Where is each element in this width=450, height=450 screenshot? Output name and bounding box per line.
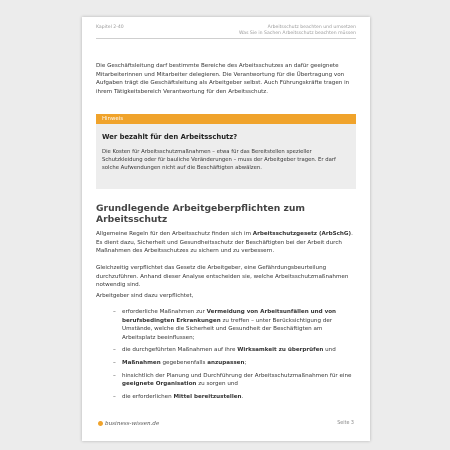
list-item-bold: Vermeidung von Arbeitsunfällen und von berufsbedingten Erkrankungen	[122, 309, 337, 324]
list-item-text: zu sorgen und	[196, 381, 238, 388]
list-dash: –	[113, 347, 116, 354]
list-dash: –	[113, 309, 116, 315]
note-title: Wer bezahlt für den Arbeitsschutz?	[102, 133, 238, 141]
header-title-line1: Arbeitsschutz beachten und umsetzen	[267, 25, 356, 30]
list-item	[113, 372, 356, 389]
paragraph-gefaehrdung: Gleichzeitig verpflichtet das Gesetz die Arbeitgeber, eine Gefährdungsbeurteilung durchzuführen. Anhand dieser Analyse entscheiden sie, welche Arbeitsschutzmaßnahmen notwendig sind.	[96, 265, 349, 289]
logo-dot-icon	[98, 421, 103, 426]
list-item-text: die erforderlichen	[122, 393, 174, 400]
paragraph-arbschg-text2: . Es dient dazu, Sicherheit und Gesundheitsschutz der Beschäftigten bei der Arbeit durch Maßnahmen des Arbeitsschutzes zu sichern und zu verbessern.	[96, 231, 353, 255]
list-item-bold: anzupassen	[207, 359, 245, 366]
note-label: Hinweis	[96, 114, 356, 124]
list-item-text: und	[323, 347, 336, 354]
list-dash: –	[113, 393, 116, 400]
list-item-text: gegebenenfalls	[160, 359, 208, 366]
list-item-bold: Maßnahmen	[122, 359, 161, 366]
note-box	[96, 114, 356, 189]
footer-logo-text: business-wissen.de	[105, 421, 160, 427]
list-dash: –	[113, 372, 116, 379]
paragraph-arbschg	[96, 230, 356, 256]
list-item-text: ;	[244, 359, 247, 366]
list-item-bold: geeignete Organisation	[122, 381, 197, 388]
list-item-text: .	[241, 393, 244, 400]
list-item	[113, 393, 356, 402]
document-page	[82, 17, 370, 441]
list-item-bold: Wirksamkeit zu überprüfen	[237, 347, 324, 354]
list-item-text: zu treffen – unter Berücksichtigung der Umstände, welche die Sicherheit und Gesundheit der Beschäftigten am Arbeitsplatz beeinflussen;	[122, 317, 333, 341]
footer-logo[interactable]	[98, 421, 159, 427]
page-number: Seite 3	[337, 421, 354, 426]
list-item-text: erforderliche Maßnahmen zur	[122, 309, 207, 315]
list-item-text: hinsichtlich der Planung und Durchführung der Arbeitsschutzmaßnahmen für eine	[122, 372, 352, 379]
paragraph-verpflichtet: Arbeitgeber sind dazu verpflichtet,	[96, 293, 194, 299]
note-body: Die Kosten für Arbeitsschutzmaßnahmen – etwa für das Bereitstellen spezieller Schutzkleidung oder für bauliche Veränderungen – muss der Arbeitgeber tragen. Er darf solche Aufwendungen nicht auf die Beschäftigten abwälzen.	[102, 149, 336, 172]
list-item	[113, 308, 356, 342]
section-heading: Grundlegende Arbeitgeberpflichten zum Arbeitsschutz	[96, 203, 305, 225]
arbschg-term: Arbeitsschutzgesetz (ArbSchG)	[252, 231, 352, 237]
list-item	[113, 359, 356, 368]
header-title-line2: Was Sie in Sachen Arbeitsschutz beachten müssen	[239, 31, 356, 37]
duties-list	[113, 308, 356, 405]
intro-paragraph: Die Geschäftsleitung darf bestimmte Bereiche des Arbeitsschutzes an dafür geeignete Mitarbeiterinnen und Mitarbeiter delegieren. Die Verantwortung für die Übertragung von Aufgaben trägt die Geschäftsleitung als Arbeitgeber selbst. Auch Führungskräfte tragen in ihrem Tätigkeitsbereich Verantwortung für den Arbeitsschutz.	[96, 63, 350, 95]
paragraph-arbschg-text1: Allgemeine Regeln für den Arbeitsschutz finden sich im	[96, 231, 253, 237]
header-divider	[96, 38, 356, 39]
header-chapter: Kapitel 2-40	[96, 25, 124, 30]
list-item	[113, 346, 356, 355]
list-item-text: die durchgeführten Maßnahmen auf ihre	[122, 347, 238, 354]
header-title	[239, 25, 356, 37]
list-item-bold: Mittel bereitzustellen	[173, 393, 242, 400]
list-dash: –	[113, 359, 116, 366]
